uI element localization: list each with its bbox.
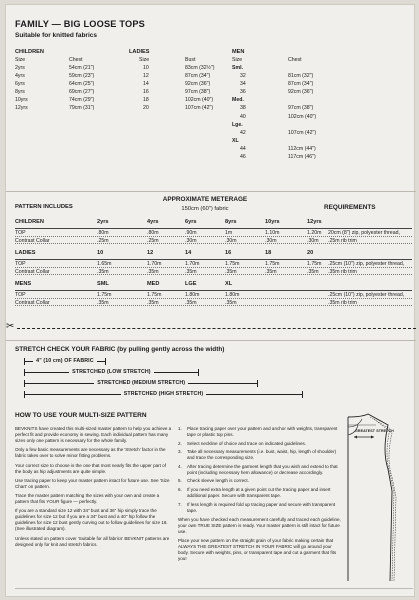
- how-to-paragraph: BEVKNITS have created this multi-sized master pattern to help you achieve a perfect fit and provide economy in sewing. Each individual pattern has many sizes only one pattern is necessary for the whole family.: [15, 426, 172, 443]
- size-column-header: 14: [185, 250, 192, 256]
- col-bust: Bust: [185, 56, 196, 63]
- ladies-size-table: [129, 56, 237, 113]
- size-row: [232, 89, 340, 97]
- size-column-header: 18: [265, 250, 272, 256]
- size-group-label: XL: [232, 137, 239, 144]
- bar-line: [154, 372, 198, 373]
- size-row: [15, 89, 123, 97]
- meterage-row: [15, 298, 412, 305]
- spacer-cell: [280, 121, 340, 129]
- meterage-value: 1.80m: [185, 291, 200, 298]
- size-column-header: MED: [147, 281, 160, 287]
- size-column-header: 20: [307, 250, 314, 256]
- meterage-value: 1.75m: [225, 260, 240, 267]
- step-number: 4.: [178, 463, 182, 469]
- measurement-cell: 117cm (46"): [288, 154, 316, 160]
- meterage-row: [15, 291, 412, 298]
- measurement-cell: 97cm (38"): [288, 105, 314, 112]
- size-row: [129, 105, 237, 113]
- measurement-cell: 107cm (42"): [288, 129, 317, 136]
- size-cell: 10: [143, 64, 149, 71]
- how-to-step: [178, 441, 341, 447]
- meterage-section-header: [15, 219, 412, 228]
- meterage-row: [15, 260, 412, 267]
- meterage-row: [15, 229, 412, 236]
- step-number: 5.: [178, 478, 182, 484]
- size-row: [129, 72, 237, 80]
- meterage-value: 1.80m: [225, 291, 240, 298]
- meterage-header: [137, 196, 273, 214]
- bar-line: [25, 361, 33, 362]
- bar-line: [25, 383, 94, 384]
- size-cell: 16: [143, 89, 149, 96]
- how-to-step: [178, 502, 341, 514]
- size-row: [15, 105, 123, 113]
- bodice-diagram: [344, 411, 414, 583]
- men-heading: MEN: [232, 49, 245, 55]
- size-cell: 8yrs: [15, 89, 25, 96]
- meterage-value: .25m: [147, 237, 159, 244]
- size-cell: 36: [240, 89, 246, 96]
- size-group-label: Sml.: [232, 64, 243, 71]
- section-name: LADIES: [15, 250, 36, 256]
- size-group-row: [232, 97, 340, 105]
- step-text: If you need extra length at a given point cut the tracing paper and insert additional paper. Secure with transparent tape.: [187, 486, 331, 498]
- meterage-value: 1.70m: [185, 260, 200, 267]
- stretch-check-heading: STRETCH CHECK YOUR FABRIC (by pulling gently across the width): [15, 346, 225, 353]
- neckline-guide: [348, 419, 362, 427]
- bar-end-tick: [257, 380, 258, 387]
- size-group-label: Med.: [232, 97, 244, 104]
- bar-line: [25, 372, 69, 373]
- size-column-header: XL: [225, 281, 233, 287]
- row-label: Contrast Collar: [15, 299, 50, 306]
- size-column-header: 8yrs: [225, 219, 237, 225]
- meterage-value: 1.75m: [97, 291, 112, 298]
- size-row: [15, 97, 123, 105]
- meterage-section: [15, 281, 412, 313]
- stretch-arrow: [354, 436, 374, 439]
- size-cell: 18: [143, 97, 149, 104]
- meterage-section: [15, 219, 412, 250]
- how-to-paragraph: Use tracing paper to keep your master pattern intact for future use. See 'Size Chart' on pattern.: [15, 477, 170, 489]
- requirements-heading: REQUIREMENTS: [324, 204, 376, 211]
- measurement-cell: 102cm (40"): [185, 97, 214, 104]
- meterage-value: 1.75m: [265, 260, 280, 267]
- size-column-header: 4yrs: [147, 219, 159, 225]
- size-column-header: 6yrs: [185, 219, 197, 225]
- meterage-value: .25m: [97, 237, 109, 244]
- meterage-heading: APPROXIMATE METERAGE: [162, 196, 248, 203]
- spacer-cell: [280, 97, 340, 105]
- stretch-bar: [24, 358, 106, 365]
- size-column-header: 2yrs: [97, 219, 109, 225]
- meterage-value: .35m: [147, 299, 159, 306]
- meterage-value: .80m: [147, 229, 159, 236]
- size-column-header: 10: [97, 250, 104, 256]
- page-subtitle: Suitable for knitted fabrics: [15, 32, 97, 39]
- meterage-value: .35m: [265, 268, 277, 275]
- spacer-cell: [280, 137, 340, 145]
- how-to-step: [178, 464, 341, 476]
- size-cell: 44: [240, 145, 246, 152]
- how-to-heading: HOW TO USE YOUR MULTI-SIZE PATTERN: [15, 412, 147, 419]
- men-size-chart: [232, 49, 340, 161]
- closing-paragraph: Place your new pattern on the straight grain of your fabric making certain that ALWAYS THE GREATEST STRETCH IN YOUR FABRIC will go around your body. Secure with weights, pins, or transparent tape and cut a garment that fits you!: [178, 537, 337, 561]
- stretch-guide: [6, 358, 416, 408]
- how-to-paragraph: Your correct size to choose is the one that most nearly fits the upper part of the body as hip adjustments are quite simple.: [15, 462, 166, 474]
- measurement-cell: 112cm (44"): [288, 145, 316, 152]
- step-text: If less length is required fold up tracing paper and secure with transparent tape.: [187, 501, 336, 513]
- bar-end-tick: [302, 391, 303, 398]
- scissors-icon: ✂: [6, 321, 15, 332]
- how-to-step: [178, 426, 341, 438]
- step-number: 2.: [178, 440, 182, 446]
- requirement-text: .25cm (10") zip, polyester thread,: [328, 291, 405, 298]
- size-cell: 2yrs: [15, 64, 25, 71]
- meterage-value: 1.65m: [97, 260, 112, 267]
- bar-line: [206, 394, 302, 395]
- measurement-cell: 69cm (27"): [69, 89, 95, 96]
- measurement-cell: 81cm (32"): [288, 73, 314, 80]
- meterage-value: .80m: [97, 229, 109, 236]
- bar-line: [97, 361, 105, 362]
- meterage-row: [15, 267, 412, 274]
- measurement-cell: 92cm (36"): [185, 81, 211, 88]
- size-cell: 38: [240, 105, 246, 112]
- cut-line: [17, 328, 416, 329]
- meterage-value: .35m: [225, 268, 237, 275]
- pattern-includes-heading: PATTERN INCLUDES: [15, 204, 73, 210]
- bodice-outline: [348, 414, 392, 581]
- row-label: TOP: [15, 260, 26, 267]
- size-cell: 12: [143, 73, 149, 80]
- meterage-value: .35m: [225, 299, 237, 306]
- size-group-row: [232, 137, 340, 145]
- step-text: After tracing determine the garment length that you wish and extend to that point (including necessary hem allowance) or decrease accordingly.: [187, 463, 338, 475]
- size-group-row: [232, 64, 340, 72]
- stretch-bar-label: STRETCHED (HIGH STRETCH): [123, 391, 204, 398]
- step-number: 3.: [178, 449, 182, 455]
- spacer-cell: [280, 64, 340, 72]
- bar-line: [188, 383, 257, 384]
- meterage-value: .30m: [307, 237, 319, 244]
- how-to-intro: [15, 426, 173, 551]
- size-column-header: LGE: [185, 281, 197, 287]
- requirement-text: .25cm (10") zip, polyester thread,: [328, 260, 405, 267]
- meterage-section: [15, 250, 412, 281]
- how-to-step: [178, 487, 341, 499]
- col-size: Size: [139, 56, 150, 63]
- meterage-section-header: [15, 250, 412, 259]
- how-to-steps: [178, 426, 341, 565]
- bottom-rule: [15, 588, 413, 589]
- requirement-text: .35m rib trim: [328, 268, 357, 275]
- measurement-cell: 83cm (32½"): [185, 64, 215, 71]
- meterage-section-header: [15, 281, 412, 290]
- row-label: Contrast Collar: [15, 237, 50, 244]
- size-cell: 42: [240, 129, 246, 136]
- size-column-header: 10yrs: [265, 219, 280, 225]
- meterage-value: .35m: [185, 299, 197, 306]
- meterage-value: .35m: [185, 268, 197, 275]
- measurement-cell: 92cm (36"): [288, 89, 314, 96]
- stretch-bar: [24, 391, 303, 398]
- section-name: CHILDREN: [15, 219, 44, 225]
- meterage-value: .30m: [185, 237, 197, 244]
- meterage-row: [15, 236, 412, 243]
- size-cell: 10yrs: [15, 97, 28, 104]
- meterage-value: .90m: [185, 229, 197, 236]
- how-to-paragraph: Only a few basic measurements are necessary as the 'Stretch' factor in the fabric takes over to solve minor fitting problems.: [15, 447, 166, 459]
- measurement-cell: 74cm (29"): [69, 97, 95, 104]
- requirement-text: .25m rib trim: [328, 237, 357, 244]
- bar-end-tick: [105, 358, 106, 365]
- measurement-cell: 59cm (23"): [69, 73, 95, 80]
- size-row: [232, 72, 340, 80]
- size-cell: 32: [240, 73, 246, 80]
- stretch-bar-label: STRETCHED (MEDIUM STRETCH): [97, 380, 186, 387]
- meterage-fabric-width: 150cm (60") fabric: [181, 206, 229, 213]
- stretch-bar: [24, 369, 199, 376]
- stretch-bar: [24, 380, 258, 387]
- size-column-header: 12: [147, 250, 154, 256]
- meterage-value: .30m: [265, 237, 277, 244]
- size-row: [129, 97, 237, 105]
- step-number: 1.: [178, 426, 182, 431]
- size-row: [232, 129, 340, 137]
- size-cell: 12yrs: [15, 105, 28, 112]
- requirement-text: .35m rib trim: [328, 299, 357, 306]
- stretch-bar-label: 4" (10 cm) OF FABRIC: [36, 358, 94, 365]
- how-to-paragraph: If you are a standard size 12 with 34" bust and 36" hip simply trace the guidelines for size 12 but if you are a 34" bust and a 40" hip follow the guidelines for size 12 bust gently curving out to follow guidelines for size 18. (See illustrated diagram).: [15, 508, 168, 532]
- size-row: [15, 64, 123, 72]
- measurement-cell: 102cm (40"): [288, 113, 317, 120]
- size-row: [15, 72, 123, 80]
- size-row: [232, 153, 340, 161]
- meterage-value: 1.75m: [307, 260, 322, 267]
- meterage-value: 1m: [225, 229, 233, 236]
- row-label: TOP: [15, 291, 26, 298]
- meterage-value: .35m: [307, 268, 319, 275]
- col-chest: Chest: [69, 56, 83, 63]
- children-size-chart: [15, 49, 123, 113]
- ladies-heading: LADIES: [129, 49, 150, 55]
- size-row: [129, 64, 237, 72]
- measurement-cell: 107cm (42"): [185, 105, 214, 112]
- row-label: Contrast Collar: [15, 268, 50, 275]
- size-row: [129, 89, 237, 97]
- size-cell: 20: [143, 105, 149, 112]
- bar-line: [25, 394, 121, 395]
- step-number: 6.: [178, 486, 182, 492]
- meterage-value: .35m: [97, 268, 109, 275]
- col-size: Size: [15, 56, 26, 63]
- measurement-cell: 97cm (38"): [185, 89, 211, 96]
- section-name: MENS: [15, 281, 32, 287]
- bar-end-tick: [198, 369, 199, 376]
- page-title: FAMILY — BIG LOOSE TOPS: [15, 19, 146, 29]
- row-label: TOP: [15, 229, 26, 236]
- meterage-value: .35m: [97, 299, 109, 306]
- size-group-row: [232, 121, 340, 129]
- measurement-cell: 64cm (25"): [69, 81, 95, 88]
- meterage-value: 1.70m: [147, 260, 162, 267]
- requirement-text: 20cm (8") zip, polyester thread,: [328, 229, 400, 236]
- measurement-cell: 79cm (31"): [69, 105, 95, 112]
- men-size-table: [232, 56, 340, 161]
- col-chest: Chest: [288, 56, 302, 63]
- step-text: Place tracing paper over your pattern and anchor with weights, transparent tape or plastic top pins.: [187, 426, 338, 437]
- greatest-stretch-label: GREATEST STRETCH: [355, 429, 394, 433]
- size-cell: 46: [240, 154, 246, 160]
- size-group-label: Lge.: [232, 121, 243, 128]
- size-row: [232, 105, 340, 113]
- measurement-cell: 54cm (21"): [69, 64, 95, 71]
- size-cell: 6yrs: [15, 81, 25, 88]
- how-to-paragraph: Trace the master pattern matching the sizes with your own and create a pattern that fits YOUR figure — perfectly.: [15, 493, 160, 505]
- stretch-bar-label: STRETCHED (LOW STRETCH): [72, 369, 151, 376]
- step-text: Take all necessary measurements (i.e. bust, waist, hip, length of shoulder) and trace the corresponding size.: [187, 449, 337, 461]
- ladies-size-chart: [129, 49, 237, 113]
- fold-line: [6, 191, 416, 192]
- size-row: [15, 80, 123, 88]
- children-size-table: [15, 56, 123, 113]
- pattern-sheet: [5, 4, 415, 597]
- meterage-value: 1.75m: [147, 291, 162, 298]
- size-cell: 34: [240, 81, 246, 88]
- children-heading: CHILDREN: [15, 49, 44, 55]
- step-text: Check sleeve length is correct.: [187, 478, 249, 484]
- step-text: Select neckline of choice and trace on indicated guidelines.: [187, 440, 307, 446]
- fold-line: [6, 340, 416, 341]
- size-row: [232, 145, 340, 153]
- meterage-table: [15, 219, 412, 313]
- how-to-step: [178, 449, 341, 461]
- meterage-value: 1.20m: [307, 229, 322, 236]
- measurement-cell: 87cm (34"): [185, 73, 211, 80]
- size-column-header: SML: [97, 281, 109, 287]
- size-row: [232, 80, 340, 88]
- size-row: [129, 80, 237, 88]
- measurement-cell: 87cm (34"): [288, 81, 314, 88]
- col-size: Size: [232, 56, 243, 63]
- size-cell: 40: [240, 113, 246, 120]
- meterage-value: .35m: [147, 268, 159, 275]
- closing-paragraph: When you have checked each measurement carefully and traced each guideline, your own TRUE SIZE pattern is ready. Your master pattern is still intact for future use.: [178, 516, 341, 534]
- size-column-header: 16: [225, 250, 232, 256]
- how-to-step: [178, 478, 341, 484]
- step-number: 7.: [178, 501, 182, 507]
- size-cell: 14: [143, 81, 149, 88]
- meterage-value: 1.10m: [265, 229, 280, 236]
- size-cell: 4yrs: [15, 73, 25, 80]
- size-column-header: 12yrs: [307, 219, 322, 225]
- size-row: [232, 113, 340, 121]
- meterage-value: .30m: [225, 237, 237, 244]
- how-to-paragraph: Unless stated on pattern cover 'Suitable for all fabrics' BEVKNIT patterns are designed only for knit and stretch fabrics.: [15, 535, 170, 547]
